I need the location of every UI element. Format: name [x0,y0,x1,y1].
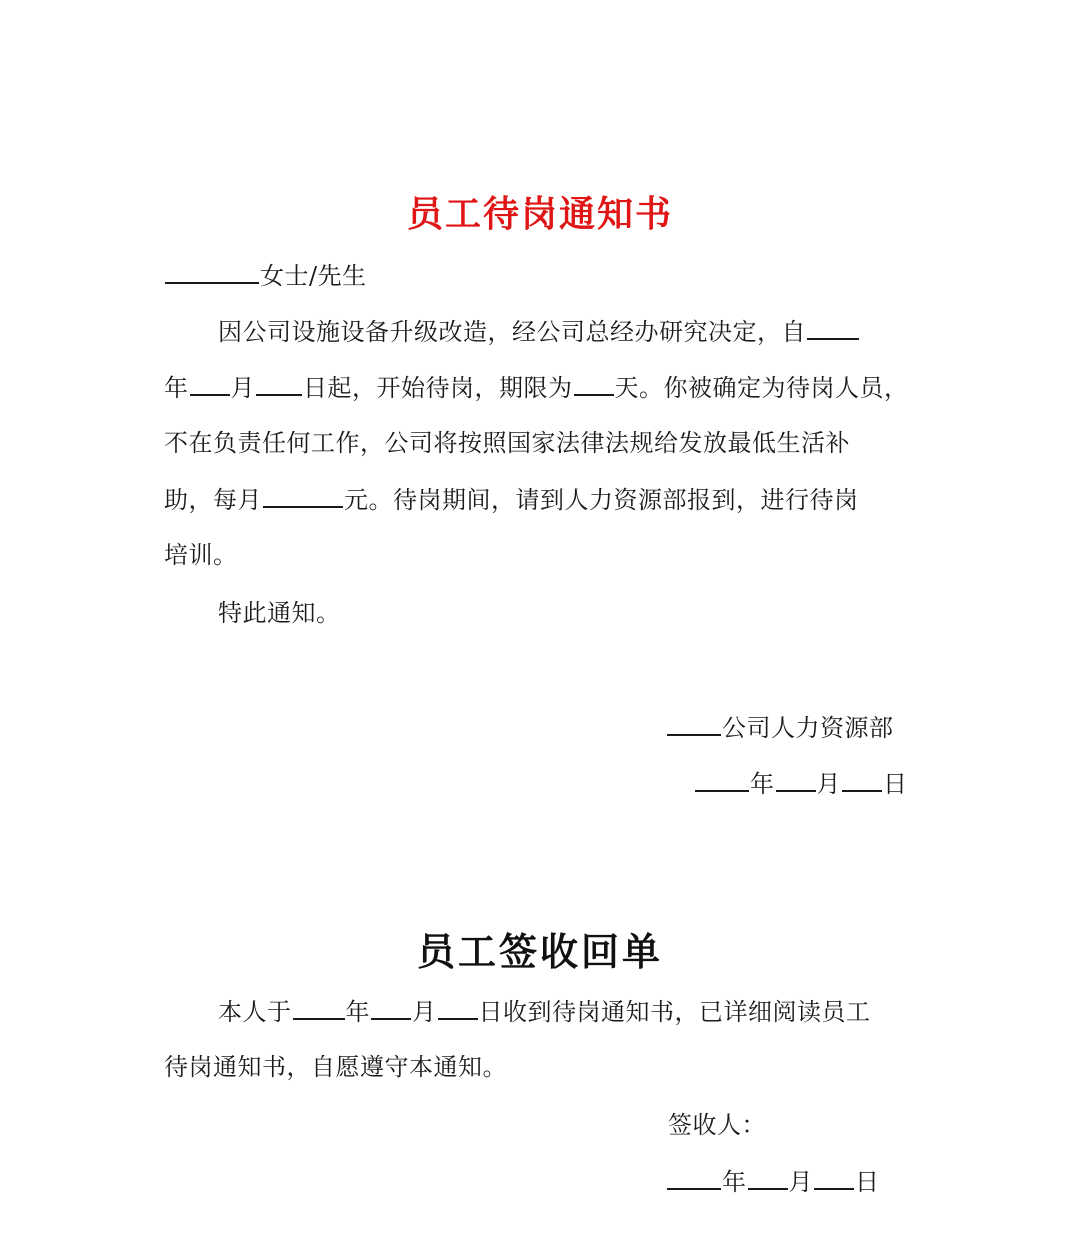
notice-title: 员工待岗通知书 [406,194,673,235]
receipt-signer-label: 签收人： [668,1111,766,1139]
date-day-blank [842,766,882,792]
receipt-signer-line [668,1108,766,1142]
duration-blank [574,370,614,396]
signer-line [666,710,894,745]
report-text: 元。待岗期间，请到人力资源部报到，进行待岗 [344,486,859,514]
month-blank [190,370,230,396]
paragraph-text: 不在负责任何工作，公司将按照国家法律法规给发放最低生活补 [164,429,850,457]
date-year-text: 年 [750,770,775,798]
receipt-year-text: 年 [345,998,370,1026]
notice-date-line [694,766,908,801]
receipt-day-blank [438,994,478,1020]
company-blank [667,710,721,736]
receipt-line-2 [164,1050,507,1084]
year-text: 年 [164,374,189,402]
signer-text: 公司人力资源部 [722,714,894,742]
paragraph-line-5 [164,538,238,572]
day-blank [256,370,302,396]
closing-text: 特此通知。 [218,599,341,627]
receipt-day-text: 日收到待岗通知书，已详细阅读员工 [478,998,871,1026]
receipt-year-blank [293,994,345,1020]
receipt-month-text: 月 [412,998,437,1026]
receipt-date-day-text: 日 [855,1168,880,1196]
paragraph-text: 因公司设施设备升级改造，经公司总经办研究决定，自 [218,318,806,346]
receipt-text: 待岗通知书，自愿遵守本通知。 [164,1053,507,1081]
amount-blank [263,482,343,508]
receipt-date-line [666,1164,880,1199]
date-day-text: 日 [883,770,908,798]
month-text: 月 [230,374,255,402]
allowance-text: 助，每月 [164,486,262,514]
paragraph-line-1 [218,314,860,349]
receipt-text: 本人于 [218,998,292,1026]
date-month-text: 月 [816,770,841,798]
receipt-month-blank [371,994,411,1020]
receipt-date-day-blank [814,1164,854,1190]
paragraph-line-3 [164,426,850,460]
start-text: 日起，开始待岗，期限为 [303,374,573,402]
date-month-blank [776,766,816,792]
name-blank [165,258,259,284]
salutation-text: 女士/先生 [260,262,367,290]
paragraph-text: 培训。 [164,541,238,569]
salutation-line [164,258,367,293]
date-year-blank [695,766,749,792]
paragraph-line-2 [164,370,909,405]
receipt-date-month-text: 月 [788,1168,813,1196]
receipt-date-year-blank [667,1164,721,1190]
receipt-line-1 [218,994,871,1029]
receipt-title: 员工签收回单 [416,930,663,974]
days-text: 天。你被确定为待岗人员， [614,374,909,402]
year-blank [807,314,859,340]
receipt-date-year-text: 年 [722,1168,747,1196]
receipt-date-month-blank [748,1164,788,1190]
closing-line [218,596,341,630]
paragraph-line-4 [164,482,859,517]
